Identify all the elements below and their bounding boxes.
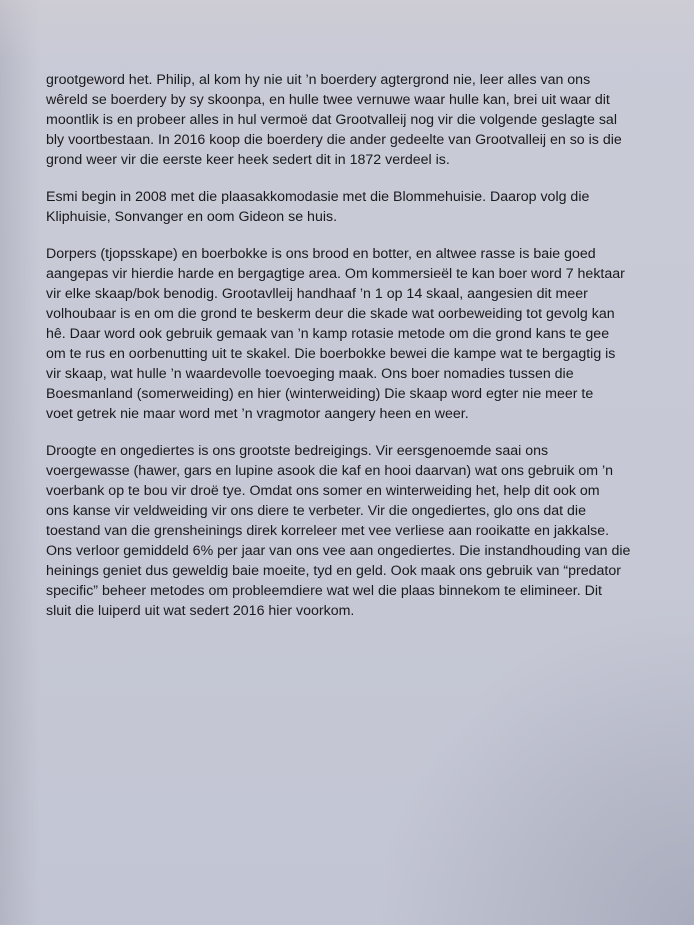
paper-shadow-corner <box>374 605 694 925</box>
text-line: specific” beheer metodes om probleemdiere wat wel die plaas binnekom te elimineer. Dit <box>46 583 602 599</box>
text-line: ons kanse vir veldweiding vir ons diere te verbeter. Vir die ongediertes, glo ons dat die <box>46 503 586 519</box>
text-line: grootgeword het. Philip, al kom hy nie uit ’n boerdery agtergrond nie, leer alles van ons <box>46 72 591 88</box>
text-line: Droogte en ongediertes is ons grootste bedreigings. Vir eersgenoemde saai ons <box>46 443 549 459</box>
paragraph <box>46 70 646 170</box>
text-line: grond weer vir die eerste keer heek sedert dit in 1872 verdeel is. <box>46 152 450 168</box>
document-body <box>46 70 646 638</box>
text-line: wêreld se boerdery by sy skoonpa, en hulle twee vernuwe waar hulle kan, brei uit waar dit <box>46 92 610 108</box>
text-line: moontlik is en probeer alles in hul vermoë dat Grootvalleij nog vir die volgende geslagte sal <box>46 112 617 128</box>
text-line: toestand van die grensheinings direk korreleer met vee verliese aan rooikatte en jakkalse. <box>46 523 610 539</box>
text-line: bly voortbestaan. In 2016 koop die boerdery die ander gedeelte van Grootvalleij en so is die <box>46 132 622 148</box>
text-line: heinings geniet dus geweldig baie moeite, tyd en geld. Ook maak ons gebruik van “predator <box>46 563 621 579</box>
paper-highlight-top <box>0 0 694 60</box>
text-line: sluit die luiperd uit wat sedert 2016 hier voorkom. <box>46 603 355 619</box>
text-line: Kliphuisie, Sonvanger en oom Gideon se huis. <box>46 209 338 225</box>
paragraph <box>46 187 646 227</box>
text-line: vir skaap, wat hulle ’n waardevolle toevoeging maak. Ons boer nomadies tussen die <box>46 366 574 382</box>
text-line: Ons verloor gemiddeld 6% per jaar van ons vee aan ongediertes. Die instandhouding van die <box>46 543 631 559</box>
text-line: voerbank op te bou vir droë tye. Omdat ons somer en winterweiding het, help dit ook om <box>46 483 600 499</box>
paragraph <box>46 244 646 424</box>
paper-shadow-left <box>0 0 40 925</box>
text-line: om te rus en oorbenutting uit te skakel. Die boerbokke bewei die kampe wat te bergagtig is <box>46 346 616 362</box>
text-line: voergewasse (hawer, gars en lupine asook die kaf en hooi daarvan) wat ons gebruik om ’n <box>46 463 614 479</box>
text-line: vir elke skaap/bok benodig. Grootavlleij handhaaf ’n 1 op 14 skaal, aangesien dit meer <box>46 286 588 302</box>
text-line: Esmi begin in 2008 met die plaasakkomodasie met die Blommehuisie. Daarop volg die <box>46 189 590 205</box>
text-line: Boesmanland (somerweiding) en hier (winterweiding) Die skaap word egter nie meer te <box>46 386 594 402</box>
text-line: aangepas vir hierdie harde en bergagtige area. Om kommersieël te kan boer word 7 hektaar <box>46 266 625 282</box>
text-line: hê. Daar word ook gebruik gemaak van ’n kamp rotasie metode om die grond kans te gee <box>46 326 610 342</box>
text-line: Dorpers (tjopsskape) en boerbokke is ons brood en botter, en altwee rasse is baie goed <box>46 246 596 262</box>
text-line: voet getrek nie maar word met ’n vragmotor aangery heen en weer. <box>46 406 469 422</box>
paragraph <box>46 441 646 621</box>
text-line: volhoubaar is en om die grond te beskerm deur die skade wat oorbeweiding tot gevolg kan <box>46 306 615 322</box>
